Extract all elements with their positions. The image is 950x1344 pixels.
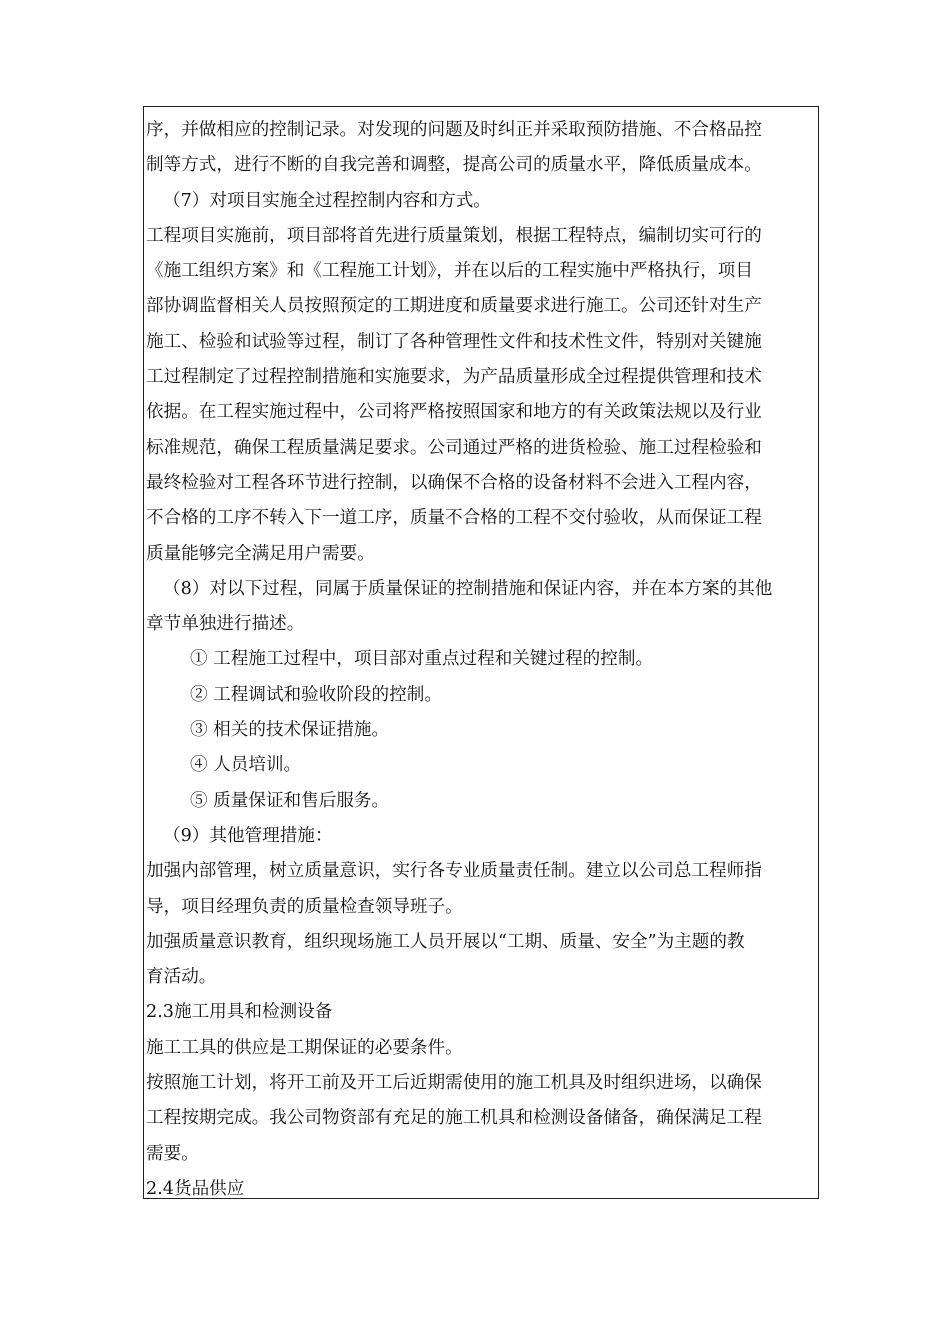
list-item: ② 工程调试和验收阶段的控制。 [190, 684, 442, 705]
text-line: 不合格的工序不转入下一道工序，质量不合格的工程不交付验收，从而保证工程 [146, 508, 762, 529]
list-item: ① 工程施工过程中，项目部对重点过程和关键过程的控制。 [190, 649, 654, 670]
text-line: 部协调监督相关人员按照预定的工期进度和质量要求进行施工。公司还针对生产 [146, 296, 762, 317]
section-heading-9: （9）其他管理措施： [163, 825, 333, 846]
text-line: 按照施工计划，将开工前及开工后近期需使用的施工机具及时组织进场，以确保 [146, 1073, 762, 1094]
text-line: 质量能够完全满足用户需要。 [146, 543, 375, 564]
text-line: 制等方式，进行不断的自我完善和调整，提高公司的质量水平，降低质量成本。 [146, 155, 762, 176]
text-line: 工过程制定了过程控制措施和实施要求，为产品质量形成全过程提供管理和技术 [146, 367, 762, 388]
text-line: 加强质量意识教育，组织现场施工人员开展以“工期、质量、安全”为主题的教 [146, 931, 745, 952]
text-line: 标准规范，确保工程质量满足要求。公司通过严格的进货检验、施工过程检验和 [146, 437, 762, 458]
text-line: 章节单独进行描述。 [146, 614, 305, 635]
document-table-cell [143, 106, 819, 1199]
text-line: 工程项目实施前，项目部将首先进行质量策划，根据工程特点，编制切实可行的 [146, 225, 762, 246]
text-line: 工程按期完成。我公司物资部有充足的施工机具和检测设备储备，确保满足工程 [146, 1108, 762, 1129]
section-heading-8: （8）对以下过程，同属于质量保证的控制措施和保证内容，并在本方案的其他 [163, 578, 773, 599]
list-item: ⑤ 质量保证和售后服务。 [190, 790, 390, 811]
text-line: 需要。 [146, 1143, 199, 1164]
text-line: 《施工组织方案》和《工程施工计划》，并在以后的工程实施中严格执行，项目 [146, 261, 753, 282]
list-item: ④ 人员培训。 [190, 755, 302, 776]
section-heading-2-4: 2.4货品供应 [146, 1178, 245, 1199]
text-line: 序，并做相应的控制记录。对发现的问题及时纠正并采取预防措施、不合格品控 [146, 120, 762, 140]
list-item: ③ 相关的技术保证措施。 [190, 720, 390, 741]
text-line: 施工工具的供应是工期保证的必要条件。 [146, 1037, 463, 1058]
text-line: 导，项目经理负责的质量检查领导班子。 [146, 896, 463, 917]
text-line: 最终检验对工程各环节进行控制，以确保不合格的设备材料不会进入工程内容， [146, 472, 762, 493]
text-line: 施工、检验和试验等过程，制订了各种管理性文件和技术性文件，特别对关键施 [146, 331, 762, 352]
text-line: 育活动。 [146, 967, 217, 988]
text-line: 依据。在工程实施过程中，公司将严格按照国家和地方的有关政策法规以及行业 [146, 402, 762, 423]
section-heading-7: （7）对项目实施全过程控制内容和方式。 [163, 190, 491, 211]
section-heading-2-3: 2.3施工用具和检测设备 [146, 1002, 333, 1023]
text-line: 加强内部管理，树立质量意识，实行各专业质量责任制。建立以公司总工程师指 [146, 861, 762, 882]
